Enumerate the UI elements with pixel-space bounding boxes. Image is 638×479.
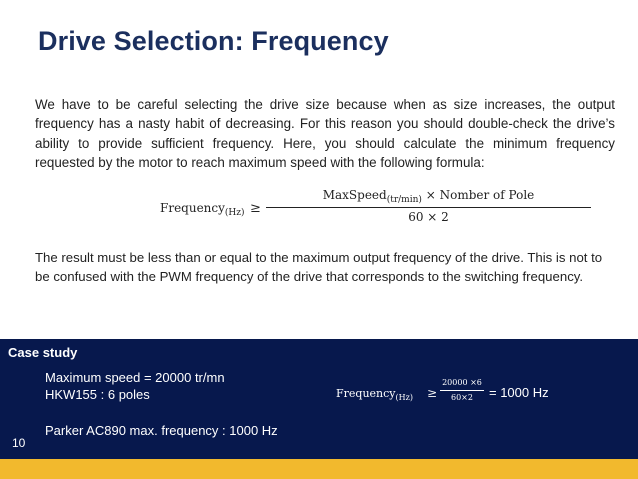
case-formula-lhs	[336, 387, 413, 402]
formula-numerator-rest: × Nomber of Pole	[421, 188, 535, 202]
case-formula-denominator: 60×2	[451, 393, 473, 402]
formula-lhs-subscript: (Hz)	[224, 208, 245, 218]
formula-lhs-text: Frequency	[160, 201, 225, 215]
formula-geq-sign: ≥	[250, 201, 261, 216]
footer-band	[0, 459, 638, 479]
formula-denominator: 60 × 2	[408, 210, 449, 224]
formula-fraction	[266, 188, 591, 224]
formula-numerator	[266, 188, 591, 206]
case-study-item-poles: HKW155 : 6 poles	[45, 387, 150, 402]
case-formula-result: = 1000 Hz	[489, 385, 549, 400]
formula-lhs	[160, 201, 245, 218]
case-formula-geq-sign: ≥	[427, 386, 438, 400]
case-study-title: Case study	[8, 345, 78, 360]
slide-title: Drive Selection: Frequency	[38, 26, 389, 56]
intro-paragraph: We have to be careful selecting the drive size because when as size increases, the output frequency has a nasty habit of decreasing. For this reason you should double-check the drive’s ability to provide sufficient frequency. Here, you should calculate the minimum frequency requested by the motor to reach maximum speed with the following formula:	[35, 97, 615, 171]
case-formula-fraction	[440, 378, 484, 402]
case-study-item-max-speed: Maximum speed = 20000 tr/mn	[45, 370, 225, 385]
formula-numerator-main: MaxSpeed	[322, 188, 387, 202]
case-study-item-drive-frequency: Parker AC890 max. frequency : 1000 Hz	[45, 423, 278, 438]
formula-fraction-bar	[266, 207, 591, 208]
case-formula-fraction-bar	[440, 390, 484, 391]
page-number: 10	[12, 436, 26, 450]
case-formula-lhs-subscript: (Hz)	[395, 393, 413, 402]
case-formula-numerator: 20000 ×6	[442, 378, 482, 387]
note-paragraph: The result must be less than or equal to the maximum output frequency of the drive. This is not to be confused with the PWM frequency of the drive that corresponds to the switching frequency.	[35, 250, 603, 284]
formula-numerator-subscript: (tr/min)	[386, 195, 422, 205]
case-formula-lhs-text: Frequency	[336, 387, 396, 400]
